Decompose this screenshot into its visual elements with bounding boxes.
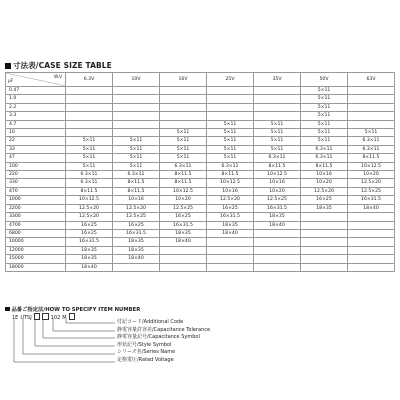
case-size-cell: 5×11 (160, 129, 207, 137)
case-size-cell: 10×16 (301, 171, 348, 179)
capacitance-cell: 3.3 (6, 112, 66, 120)
case-size-cell: 16×25 (207, 204, 254, 212)
code-capacitance: 102 (50, 315, 61, 321)
case-size-cell: 12.5×20 (113, 204, 160, 212)
case-size-cell: 10×16 (254, 179, 301, 187)
specify-title-text: 品番ご指定法/HOW TO SPECIFY ITEM NUMBER (11, 307, 141, 313)
voltage-header: 63V (348, 73, 395, 87)
case-size-cell: 18×35 (207, 221, 254, 229)
capacitance-cell: 470 (6, 187, 66, 195)
case-size-cell: 8×11.5 (207, 171, 254, 179)
capacitance-cell: 2.2 (6, 103, 66, 111)
legend-additional-code: 付記コード/Additional Code (117, 319, 184, 325)
capacitance-cell: 100 (6, 162, 66, 170)
case-size-cell: 5×11 (254, 129, 301, 137)
case-size-cell: 8×11.5 (254, 162, 301, 170)
case-size-cell: 5×11 (301, 120, 348, 128)
wv-label: W.V (53, 75, 62, 80)
case-size-cell: 10×12.5 (160, 187, 207, 195)
case-size-cell: 16×25 (66, 221, 113, 229)
case-size-cell: 10×16 (207, 187, 254, 195)
case-size-cell: 5×11 (301, 112, 348, 120)
case-size-cell: 12.5×25 (348, 187, 395, 195)
case-size-cell: 10×12.5 (207, 179, 254, 187)
case-size-cell: 5×11 (113, 145, 160, 153)
case-size-cell: 18×40 (66, 263, 113, 271)
case-size-cell: 6.3×11 (207, 162, 254, 170)
case-size-cell: 8×11.5 (160, 171, 207, 179)
case-size-cell: 12.5×25 (113, 213, 160, 221)
code-voltage: 1E (12, 315, 19, 321)
capacitance-cell: 6800 (6, 229, 66, 237)
capacitance-cell: 22 (6, 137, 66, 145)
case-size-cell: 5×11 (301, 95, 348, 103)
capacitance-cell: 12000 (6, 246, 66, 254)
case-size-cell: 5×11 (66, 137, 113, 145)
case-size-cell: 5×11 (207, 120, 254, 128)
case-size-cell: 10×12.5 (66, 196, 113, 204)
case-size-cell: 8×11.5 (301, 162, 348, 170)
case-size-cell: 18×35 (66, 255, 113, 263)
case-size-cell: 18×40 (113, 255, 160, 263)
capacitance-cell: 10 (6, 129, 66, 137)
case-size-cell: 18×35 (113, 238, 160, 246)
case-size-cell: 5×11 (254, 120, 301, 128)
case-size-cell: 5×11 (207, 137, 254, 145)
case-size-cell: 6.3×11 (348, 145, 395, 153)
case-size-cell: 16×25 (66, 229, 113, 237)
legend-capacitance-tolerance: 静電容量許容差/Capacitance Tolerance (117, 326, 211, 333)
case-size-cell: 18×35 (301, 204, 348, 212)
case-size-cell: 6.3×11 (348, 137, 395, 145)
case-size-cell: 18×40 (348, 204, 395, 212)
case-size-cell: 10×16 (113, 196, 160, 204)
code-series: UTSJ (20, 315, 32, 321)
capacitance-cell: 1.0 (6, 95, 66, 103)
case-size-cell: 18×40 (207, 229, 254, 237)
case-size-cell: 12.5×20 (66, 204, 113, 212)
case-size-cell: 12.5×25 (160, 204, 207, 212)
case-size-cell: 16×31.5 (160, 221, 207, 229)
case-size-cell: 5×11 (301, 129, 348, 137)
case-size-cell: 5×11 (66, 145, 113, 153)
case-size-cell: 18×40 (254, 221, 301, 229)
code-tolerance: M (62, 315, 67, 321)
case-size-cell: 16×25 (301, 196, 348, 204)
case-size-cell: 16×25 (160, 213, 207, 221)
capacitance-cell: 2200 (6, 204, 66, 212)
case-size-cell: 5×11 (254, 145, 301, 153)
case-size-cell: 16×31.5 (254, 204, 301, 212)
case-size-cell: 5×11 (301, 137, 348, 145)
legend-capacitance-symbol: 静電容量記号/Capacitance Symbol (117, 334, 200, 341)
case-size-cell: 6.3×11 (301, 145, 348, 153)
capacitance-cell: 3300 (6, 213, 66, 221)
case-size-cell: 5×11 (160, 137, 207, 145)
case-size-cell: 16×31.5 (66, 238, 113, 246)
capacitance-cell: 1000 (6, 196, 66, 204)
legend-style-symbol: 形状記号/Style Symbol (117, 341, 172, 348)
case-size-cell: 5×11 (113, 137, 160, 145)
case-size-cell: 12.5×25 (254, 196, 301, 204)
capacitance-cell: 15000 (6, 255, 66, 263)
case-size-cell: 18×35 (254, 213, 301, 221)
case-size-cell: 8×11.5 (113, 179, 160, 187)
voltage-header: 10V (113, 73, 160, 87)
case-size-cell: 5×11 (113, 154, 160, 162)
voltage-header: 35V (254, 73, 301, 87)
case-size-title-text: 寸法表/CASE SIZE TABLE (13, 61, 112, 70)
case-size-cell: 8×11.5 (66, 187, 113, 195)
case-size-cell: 5×11 (66, 154, 113, 162)
capacitance-cell: 33 (6, 145, 66, 153)
case-size-cell: 5×11 (207, 145, 254, 153)
case-size-cell: 16×31.5 (348, 196, 395, 204)
case-size-cell: 6.3×11 (160, 162, 207, 170)
case-size-cell: 12.5×20 (207, 196, 254, 204)
case-size-cell: 8×11.5 (113, 187, 160, 195)
capacitance-cell: 18000 (6, 263, 66, 271)
case-size-cell: 6.3×11 (301, 154, 348, 162)
capacitance-cell: 47 (6, 154, 66, 162)
voltage-header: 16V (160, 73, 207, 87)
case-size-cell: 10×12.5 (348, 162, 395, 170)
case-size-cell: 5×11 (207, 129, 254, 137)
case-size-cell: 10×20 (348, 171, 395, 179)
case-size-cell: 5×11 (254, 137, 301, 145)
capacitance-cell: 4.7 (6, 120, 66, 128)
case-size-cell: 16×25 (113, 221, 160, 229)
case-size-cell: 10×20 (301, 179, 348, 187)
case-size-cell: 5×11 (348, 129, 395, 137)
case-size-cell: 5×11 (160, 145, 207, 153)
case-size-cell: 6.3×11 (66, 179, 113, 187)
case-size-cell: 10×20 (254, 187, 301, 195)
capacitance-cell: 0.47 (6, 87, 66, 95)
case-size-cell: 5×11 (160, 154, 207, 162)
case-size-cell: 10×12.5 (254, 171, 301, 179)
case-size-cell: 5×11 (301, 103, 348, 111)
case-size-cell: 18×35 (160, 229, 207, 237)
case-size-cell: 8×11.5 (160, 179, 207, 187)
capacitance-cell: 10000 (6, 238, 66, 246)
case-size-cell: 5×11 (207, 154, 254, 162)
case-size-cell: 18×35 (66, 246, 113, 254)
voltage-header: 50V (301, 73, 348, 87)
capacitance-cell: 4700 (6, 221, 66, 229)
uf-label: μF (8, 78, 14, 84)
capacitance-cell: 330 (6, 179, 66, 187)
case-size-cell: 16×31.5 (207, 213, 254, 221)
case-size-cell: 6.3×11 (66, 171, 113, 179)
case-size-cell: 8×11.5 (348, 154, 395, 162)
case-size-cell: 10×20 (160, 196, 207, 204)
case-size-cell: 5×11 (66, 162, 113, 170)
legend-series-name: シリーズ名/Series Name (117, 349, 176, 356)
case-size-cell: 12.5×20 (66, 213, 113, 221)
specify-legend (117, 319, 210, 365)
case-size-cell: 16×31.5 (113, 229, 160, 237)
case-size-cell: 12.5×20 (301, 187, 348, 195)
case-size-cell: 6.3×11 (113, 171, 160, 179)
voltage-header: 6.3V (66, 73, 113, 87)
case-size-cell: 5×11 (113, 162, 160, 170)
case-size-cell: 18×40 (160, 238, 207, 246)
case-size-cell: 6.3×11 (254, 154, 301, 162)
voltage-header: 25V (207, 73, 254, 87)
case-size-cell: 12.5×20 (348, 179, 395, 187)
case-size-cell: 5×11 (301, 87, 348, 95)
legend-rated-voltage: 定格電圧/Rated Voltage (117, 356, 174, 363)
case-size-cell: 18×35 (113, 246, 160, 254)
capacitance-cell: 220 (6, 171, 66, 179)
